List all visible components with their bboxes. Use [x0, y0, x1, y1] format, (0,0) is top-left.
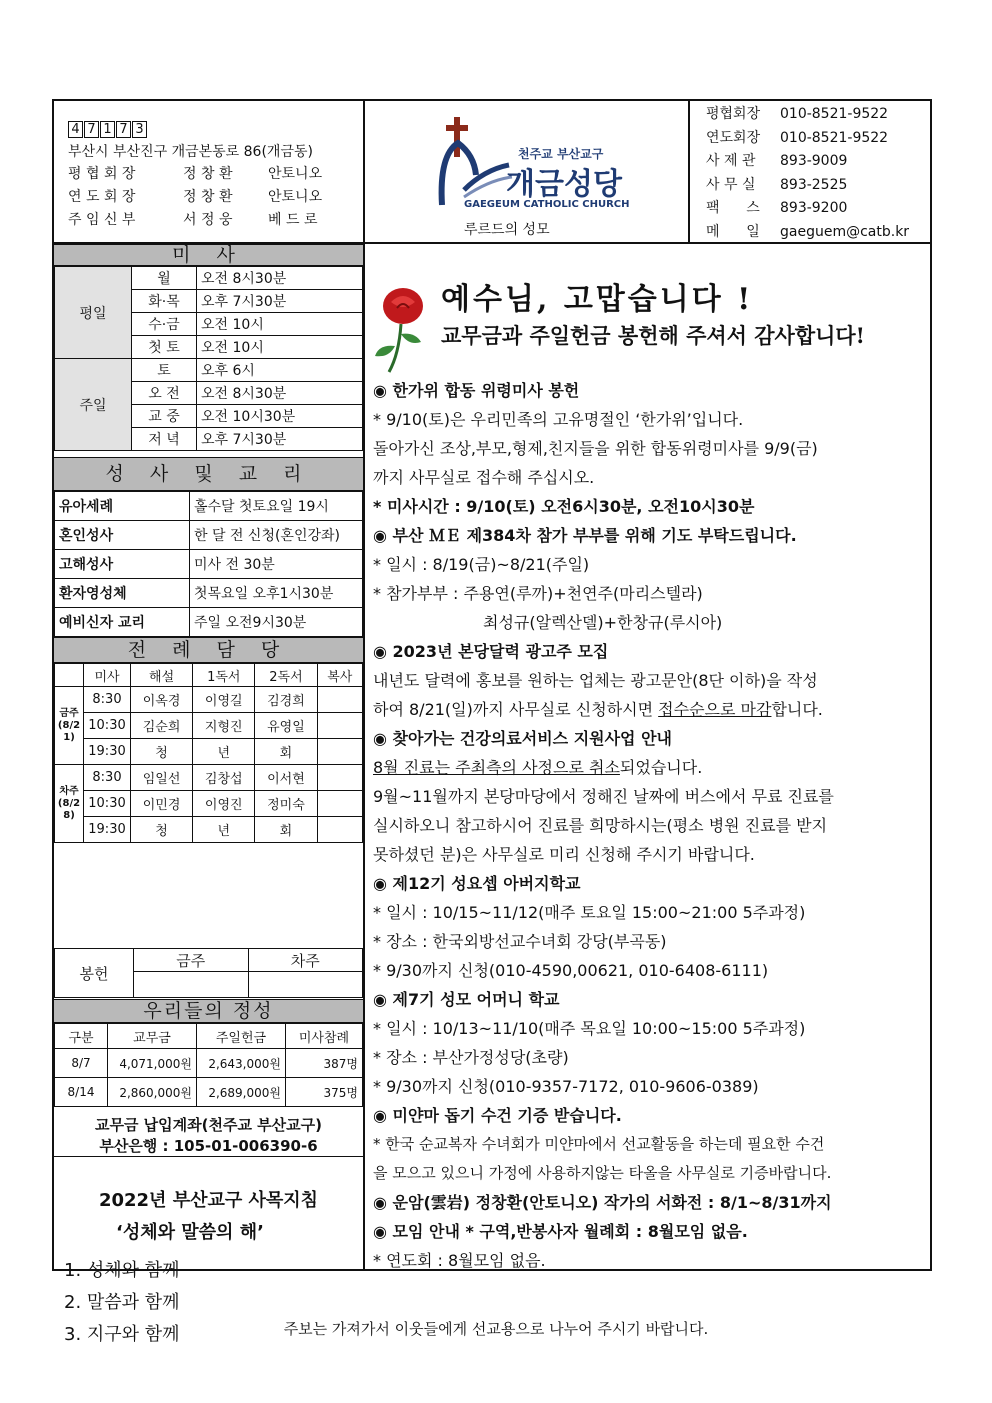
contact-value: 893-2525	[780, 176, 848, 193]
mass-day: 월	[132, 267, 197, 290]
offering-tithe: 4,071,000원	[108, 1049, 197, 1078]
postcode-digit: 1	[100, 121, 115, 138]
officer-role: 주 임 신 부	[68, 212, 136, 228]
rose-icon	[371, 284, 431, 374]
mass-day: 수·금	[132, 313, 197, 336]
footer-note: 주보는 가져가서 이웃들에게 선교용으로 나누어 주시기 바랍니다.	[283, 1320, 709, 1338]
contact-label: 사 무 실	[706, 176, 756, 193]
left-column	[54, 244, 363, 1345]
liturgy-cell: 회	[255, 739, 317, 765]
liturgy-time: 8:30	[84, 765, 131, 791]
offering-sunday: 2,643,000원	[197, 1049, 286, 1078]
mass-day: 교 중	[132, 405, 197, 428]
officer-baptismal: 안토니오	[268, 189, 323, 205]
sacrament-value: 한 달 전 신청(혼인강좌)	[190, 521, 363, 550]
liturgy-header: 해설	[131, 664, 193, 687]
news-line: 실시하오니 참고하시어 진료를 희망하시는(평소 병원 진료를 받지	[373, 816, 828, 835]
divider	[54, 1156, 363, 1157]
patron-name: 루르드의 성모	[464, 222, 550, 238]
offering-tithe: 2,860,000원	[108, 1078, 197, 1107]
postcode-digit: 3	[132, 121, 147, 138]
pastoral-title: 2022년 부산교구 사목지침	[98, 1190, 319, 1211]
sacrament-value: 미사 전 30분	[190, 550, 363, 579]
offerings-header: 교무금	[108, 1024, 197, 1049]
offering-sunday: 2,689,000원	[197, 1078, 286, 1107]
contact-label: 연도회장	[706, 129, 761, 146]
liturgy-cell: 이서현	[255, 765, 317, 791]
contact-value: 893-9200	[780, 200, 848, 216]
sacrament-name: 고해성사	[55, 550, 190, 579]
liturgy-time: 19:30	[84, 817, 131, 843]
right-column	[365, 244, 930, 1271]
offering-date: 8/7	[55, 1049, 108, 1078]
news-line: * 참가부부 : 주용연(루까)+천연주(마리스텔라)	[373, 584, 703, 603]
liturgy-cell: 김순희	[131, 713, 193, 739]
postcode-digit: 4	[68, 121, 83, 138]
contact-row	[706, 150, 926, 174]
officer-row	[68, 209, 358, 232]
liturgy-corner	[55, 664, 84, 687]
contact-value: 010-8521-9522	[780, 106, 889, 122]
liturgy-cell	[317, 791, 362, 817]
mass-table	[54, 266, 363, 451]
news-line: * 일시 : 10/13~11/10(매주 목요일 10:00~15:00 5주과정)	[373, 1019, 806, 1038]
news-line	[373, 753, 925, 782]
liturgy-cell: 김창섭	[193, 765, 255, 791]
contact-row	[706, 221, 926, 245]
liturgy-cell: 청	[131, 739, 193, 765]
news-text: 되었습니다.	[619, 758, 703, 777]
banner-subtitle: 교무금과 주일헌금 봉헌해 주셔서 감사합니다!	[441, 323, 865, 348]
liturgy-cell: 청	[131, 817, 193, 843]
mass-time: 오전 10시	[197, 313, 363, 336]
bongheon-this-week: 금주	[134, 949, 249, 972]
liturgy-cell: 지형진	[193, 713, 255, 739]
sacrament-value: 홀수달 첫토요일 19시	[190, 492, 363, 521]
mass-day: 오 전	[132, 382, 197, 405]
offering-attendance: 387명	[286, 1049, 363, 1078]
news-line: * 장소 : 부산가정성당(초량)	[373, 1048, 569, 1067]
liturgy-cell	[317, 765, 362, 791]
bongheon-table	[54, 948, 363, 998]
news-line: * 일시 : 8/19(금)~8/21(주일)	[373, 555, 590, 574]
church-logo	[434, 115, 644, 215]
news-title: ◉ 모임 안내 * 구역,반봉사자 월례회 : 8월모임 없음.	[373, 1222, 748, 1241]
liturgy-cell: 년	[193, 739, 255, 765]
news-title: ◉ 제7기 성모 어머니 학교	[373, 990, 560, 1009]
news-line: * 한국 순교복자 수녀회가 미얀마에서 선교활동을 하는데 필요한 수건	[373, 1135, 825, 1153]
contact-label: 평협회장	[706, 106, 761, 122]
mass-day: 첫 토	[132, 336, 197, 359]
liturgy-header: 복사	[317, 664, 362, 687]
mass-time: 오전 10시30분	[197, 405, 363, 428]
liturgy-time: 10:30	[84, 713, 131, 739]
contact-value: gaeguem@catb.kr	[780, 223, 910, 240]
news-title: ◉ 찾아가는 건강의료서비스 지원사업 안내	[373, 729, 672, 748]
mass-time: 오전 8시30분	[197, 267, 363, 290]
contact-row	[706, 127, 926, 151]
sacrament-name: 혼인성사	[55, 521, 190, 550]
liturgy-cell	[317, 687, 362, 713]
postcode-digit: 7	[84, 121, 99, 138]
liturgy-cell	[317, 739, 362, 765]
contact-row	[706, 103, 926, 127]
news-title: ◉ 미얀마 돕기 수건 기증 받습니다.	[373, 1106, 622, 1125]
liturgy-cell: 임일선	[131, 765, 193, 791]
news-title: ◉ 운암(雲岩) 정창환(안토니오) 작가의 서화전 : 8/1~8/31까지	[373, 1193, 832, 1212]
news-line: 돌아가신 조상,부모,형제,친지들을 위한 합동위령미사를 9/9(금)	[373, 439, 818, 458]
news-line: * 9/30까지 신청(010-4590,00621, 010-6408-6111)	[373, 961, 769, 980]
account-title: 교무금 납입계좌(천주교 부산교구)	[94, 1116, 323, 1134]
banner-headline: 예수님, 고맙습니다 !	[441, 282, 754, 317]
news-line: * 연도회 : 8월모임 없음.	[373, 1251, 546, 1270]
mass-title: 미 사	[54, 244, 363, 266]
address: 부산시 부산진구 개금본동로 86(개금동)	[68, 144, 313, 160]
officer-role: 평 협 회 장	[68, 166, 136, 182]
sacrament-name: 환자영성체	[55, 579, 190, 608]
mass-time: 오후 7시30분	[197, 428, 363, 451]
liturgy-table	[54, 663, 363, 843]
week-label: 차주 (8/28)	[55, 765, 84, 843]
header-left	[68, 119, 358, 232]
officer-name: 정 창 환	[183, 166, 233, 182]
sunday-label: 주일	[55, 359, 132, 451]
officer-name: 정 창 환	[183, 189, 233, 205]
sacrament-name: 유아세례	[55, 492, 190, 521]
mass-time: 오후 6시	[197, 359, 363, 382]
week-label: 금주 (8/21)	[55, 687, 84, 765]
contact-value: 893-9009	[780, 153, 848, 169]
offering-attendance: 375명	[286, 1078, 363, 1107]
liturgy-time: 8:30	[84, 687, 131, 713]
sacraments-title: 성 사 및 교 리	[54, 457, 363, 491]
offering-date: 8/14	[55, 1078, 108, 1107]
officer-baptismal: 안토니오	[268, 166, 323, 182]
news-underline: 접수순으로 마감	[658, 700, 772, 719]
bongheon-label: 봉헌	[55, 949, 134, 998]
news-title: ◉ 한가위 합동 위령미사 봉헌	[373, 381, 580, 400]
mass-day: 화·목	[132, 290, 197, 313]
pastoral-item: 3. 지구와 함께	[64, 1324, 180, 1345]
news-text: 합니다.	[771, 700, 823, 719]
church-name: 개금성당	[506, 167, 622, 202]
news-underline: 8월 진료는 주최측의 사정으로 취소	[373, 758, 620, 777]
offerings-table	[54, 1023, 363, 1107]
mass-day: 토	[132, 359, 197, 382]
offerings-header: 주일헌금	[197, 1024, 286, 1049]
news-line: * 미사시간 : 9/10(토) 오전6시30분, 오전10시30분	[373, 497, 755, 516]
news-title: ◉ 부산 ＭＥ 제384차 참가 부부를 위해 기도 부탁드립니다.	[373, 526, 797, 545]
officer-role: 연 도 회 장	[68, 189, 136, 205]
contact-list	[706, 103, 926, 244]
contact-value: 010-8521-9522	[780, 129, 889, 146]
sacraments-table	[54, 491, 363, 637]
diocese-name: 천주교 부산교구	[518, 147, 604, 161]
news-line: 9월~11월까지 본당마당에서 정해진 날짜에 버스에서 무료 진료를	[373, 787, 834, 806]
news-line: 못하셨던 분)은 사무실로 미리 신청해 주시기 바랍니다.	[373, 845, 755, 864]
offerings-title: 우리들의 정성	[54, 999, 363, 1023]
liturgy-header: 2독서	[255, 664, 317, 687]
liturgy-cell: 정미숙	[255, 791, 317, 817]
liturgy-cell: 김경희	[255, 687, 317, 713]
news-line: * 장소 : 한국외방선교수녀회 강당(부곡동)	[373, 932, 667, 951]
liturgy-cell	[317, 817, 362, 843]
church-english-name: GAEGEUM CATHOLIC CHURCH	[464, 199, 630, 210]
news-text: 하여 8/21(일)까지 사무실로 신청하시면	[373, 700, 659, 719]
news-line: 내년도 달력에 홍보를 원하는 업체는 광고문안(8단 이하)을 작성	[373, 671, 818, 690]
officer-row	[68, 163, 358, 186]
news-line: * 일시 : 10/15~11/12(매주 토요일 15:00~21:00 5주과정)	[373, 903, 806, 922]
liturgy-cell: 년	[193, 817, 255, 843]
liturgy-time: 10:30	[84, 791, 131, 817]
officer-row	[68, 186, 358, 209]
contact-label: 메 일	[706, 223, 760, 240]
pastoral-item: 2. 말씀과 함께	[64, 1292, 180, 1313]
liturgy-title: 전 례 담 당	[54, 637, 363, 663]
news-line	[373, 695, 925, 724]
mass-time: 오후 7시30분	[197, 290, 363, 313]
liturgy-cell	[317, 713, 362, 739]
postcode-digit: 7	[116, 121, 131, 138]
news-line: * 9/10(토)은 우리민족의 고유명절인 ‘한가위’입니다.	[373, 410, 744, 429]
liturgy-cell: 이민경	[131, 791, 193, 817]
mass-day: 저 녁	[132, 428, 197, 451]
liturgy-cell: 유영일	[255, 713, 317, 739]
cross-logo-icon	[434, 115, 514, 210]
contact-label: 팩 스	[706, 200, 760, 216]
mass-time: 오전 8시30분	[197, 382, 363, 405]
bongheon-this-week-value	[134, 972, 249, 998]
header-divider	[688, 101, 690, 242]
liturgy-header: 미사	[84, 664, 131, 687]
officer-baptismal: 베 드 로	[268, 212, 318, 228]
offerings-header: 미사참례	[286, 1024, 363, 1049]
contact-row	[706, 174, 926, 198]
news-list	[373, 376, 925, 1275]
contact-row	[706, 197, 926, 221]
pastoral-item: 1. 성체와 함께	[64, 1260, 180, 1281]
offerings-header: 구분	[55, 1024, 108, 1049]
news-line: 을 모으고 있으니 가정에 사용하지않는 타올을 사무실로 기증바랍니다.	[373, 1164, 832, 1182]
liturgy-cell: 이영길	[193, 687, 255, 713]
postcode	[68, 119, 358, 138]
liturgy-cell: 이영진	[193, 791, 255, 817]
news-line: * 9/30까지 신청(010-9357-7172, 010-9606-0389)	[373, 1077, 759, 1096]
sacrament-value: 주일 오전9시30분	[190, 608, 363, 637]
account-number: 부산은행 : 105-01-006390-6	[99, 1137, 318, 1155]
sacrament-value: 첫목요일 오후1시30분	[190, 579, 363, 608]
news-line: 까지 사무실로 접수해 주십시오.	[373, 468, 595, 487]
news-title: ◉ 제12기 성요셉 아버지학교	[373, 874, 581, 893]
officer-name: 서 정 웅	[183, 212, 233, 228]
bongheon-next-week: 차주	[248, 949, 363, 972]
contact-label: 사 제 관	[706, 153, 756, 169]
weekday-label: 평일	[55, 267, 132, 359]
news-line: 최성규(알렉산델)+한창규(루시아)	[483, 613, 723, 632]
liturgy-time: 19:30	[84, 739, 131, 765]
liturgy-cell: 회	[255, 817, 317, 843]
liturgy-cell: 이옥경	[131, 687, 193, 713]
mass-time: 오전 10시	[197, 336, 363, 359]
bongheon-next-week-value	[248, 972, 363, 998]
sacrament-name: 예비신자 교리	[55, 608, 190, 637]
liturgy-header: 1독서	[193, 664, 255, 687]
pastoral-subtitle: ‘성체와 말씀의 해’	[116, 1222, 264, 1243]
news-title: ◉ 2023년 본당달력 광고주 모집	[373, 642, 609, 661]
